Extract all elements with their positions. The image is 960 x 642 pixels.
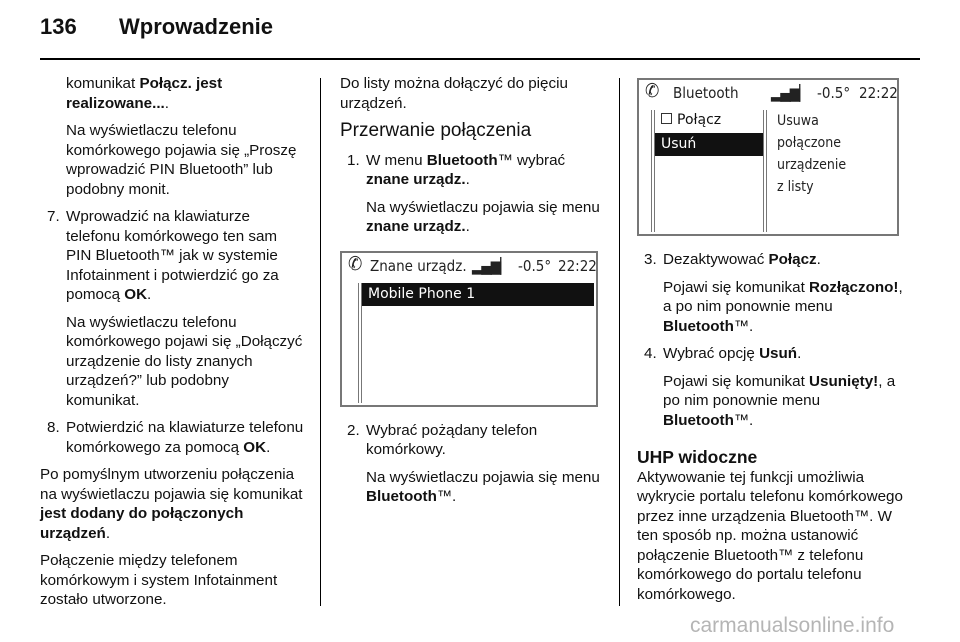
phone-handset-icon: ✆ <box>645 80 660 102</box>
menu-item-connect[interactable]: Połącz <box>655 110 763 132</box>
bluetooth-screen <box>637 78 899 236</box>
status-bar <box>639 80 897 106</box>
menu-item-delete[interactable]: Usuń <box>655 133 763 157</box>
step-3: 3. Dezaktywować Połącz. Pojawi się komunikat Rozłączono!, a po nim ponownie menu Bluetooth™. <box>644 251 903 335</box>
bluetooth-menu <box>651 110 763 232</box>
info-divider <box>763 110 767 232</box>
angle-readout: -0.5° <box>817 84 851 102</box>
column-1 <box>40 74 306 618</box>
uhp-heading: UHP widoczne <box>637 447 758 467</box>
column-2 <box>340 74 605 515</box>
page-header <box>0 0 960 60</box>
signal-strength-icon: ▂▄▆▏ <box>472 256 510 275</box>
clock: 22:22 <box>558 256 597 275</box>
column-divider-1 <box>320 78 321 606</box>
page-title: Wprowadzenie <box>119 14 274 39</box>
list-item[interactable]: Mobile Phone 1 <box>362 283 594 307</box>
phone-handset-icon: ✆ <box>348 252 363 275</box>
step-8: 8. Potwierdzić na klawiaturze telefonu komórkowego za pomocą OK. <box>47 419 304 456</box>
angle-readout: -0.5° <box>518 256 552 275</box>
step-1: 1. W menu Bluetooth™ wybrać znane urządz.. Na wyświetlaczu pojawia się menu znane urządz.. <box>347 151 600 235</box>
success-paragraph: Po pomyślnym utworzeniu połączenia na wyświetlaczu pojawia się komunikat jest dodany do połączonych urządzeń. <box>40 466 303 542</box>
known-devices-screen <box>340 251 598 407</box>
page-number: 136 <box>40 14 77 39</box>
checkbox-icon <box>661 113 672 124</box>
screen-title: Bluetooth <box>673 84 739 102</box>
clock: 22:22 <box>859 84 898 102</box>
step-7: 7. Wprowadzić na klawiaturze telefonu komórkowego ten sam PIN Bluetooth™ jak w systemie Infotainment i potwierdzić go za pomocą OK. Na wyświetlaczu telefonu komórkowego pojawi się „Dołączyć urządzenie do listy znanych urządzeń?” lub podobny komunikat. <box>47 208 303 409</box>
section-heading: Przerwanie połączenia <box>340 120 532 141</box>
pin-prompt-text: Na wyświetlaczu telefonu komórkowego pojawia się „Proszę wprowadzić PIN Bluetooth” lub podobny monit. <box>66 122 297 198</box>
watermark-text: carmanualsonline.info <box>690 614 895 637</box>
header-rule <box>40 58 920 60</box>
step-2: 2. Wybrać pożądany telefon komórkowy. Na wyświetlaczu pojawia się menu Bluetooth™. <box>347 421 600 505</box>
uhp-paragraph: Aktywowanie tej funkcji umożliwia wykrycie portalu telefonu komórkowego przez inne urządzenia Bluetooth™. W ten sposób np. można ustanowić połączenie Bluetooth™ z telefonu komórkowego do portalu telefonu komórkowego. <box>637 468 903 603</box>
step-4: 4. Wybrać opcję Usuń. Pojawi się komunikat Usunięty!, a po nim ponownie menu Bluetooth™. <box>644 345 896 429</box>
column-3 <box>637 74 903 612</box>
pairing-message: komunikat Połącz. jest realizowane.... <box>66 75 223 112</box>
intro-paragraph: Do listy można dołączyć do pięciu urządzeń. <box>340 75 568 112</box>
signal-strength-icon: ▂▄▆▏ <box>771 84 809 102</box>
column-divider-2 <box>619 78 620 606</box>
status-bar <box>342 253 596 279</box>
device-list <box>358 283 594 403</box>
info-panel: Usuwa połączone urządzenie z listy <box>777 113 847 195</box>
connection-paragraph: Połączenie między telefonem komórkowym i system Infotainment zostało utworzone. <box>40 552 278 608</box>
screen-title: Znane urządz. <box>370 256 467 275</box>
